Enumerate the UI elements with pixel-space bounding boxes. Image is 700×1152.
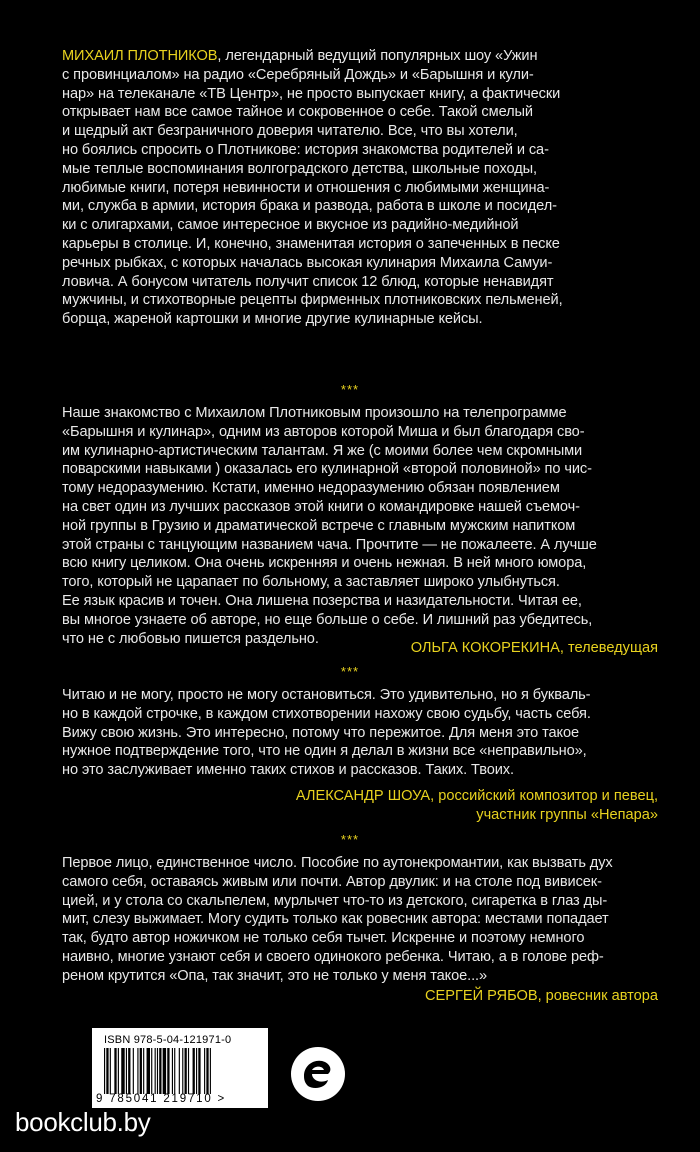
barcode-bar (133, 1048, 134, 1094)
intro-line: но боялись спросить о Плотникове: история знакомства родителей и са- (62, 141, 549, 158)
review-attribution (411, 639, 658, 658)
barcode-bar (106, 1048, 108, 1094)
intro-line: ки с олигархами, самое интересное и вкусное из радийно-медийной (62, 217, 519, 234)
review-line: Ее язык красив и точен. Она лишена позерства и назидательности. Читая ее, (62, 592, 582, 609)
review-line: но это заслуживает именно таких стихов и рассказов. Таких. Твоих. (62, 762, 514, 779)
review-line: цией, и у стола со скальпелем, мурлычет что-то из детского, сигаретка в глаз ды- (62, 892, 608, 909)
barcode-bar (151, 1048, 152, 1094)
review-paragraph (62, 854, 662, 986)
reviewer-role: , телеведущая (559, 640, 658, 656)
review-line: этой страны с танцующим названием чача. Прочтите — не пожалеете. А лучше (62, 536, 597, 553)
review-line: всю книгу целиком. Она очень искренняя и очень нежная. В ней много юмора, (62, 555, 587, 572)
barcode-bar (104, 1048, 105, 1094)
review-line: того, который не царапает по больному, а заставляет широко улыбнуться. (62, 574, 560, 591)
barcode-bar (143, 1048, 144, 1094)
intro-line: с провинциалом» на радио «Серебряный Дождь» и «Барышня и кули- (62, 66, 534, 83)
barcode-bars (104, 1048, 256, 1094)
barcode-bar (114, 1048, 116, 1094)
review-line: так, будто автор ножичком не только себя тычет. Искренне и поэтому немного (62, 930, 585, 947)
barcode-bar (182, 1048, 183, 1094)
separator-stars: *** (340, 832, 360, 847)
intro-line: карьеры в столице. И, конечно, знаменитая история о запеченных в песке (62, 235, 560, 252)
review-line: ной группы в Грузию и драматической встрече с главным мужским напитком (62, 517, 576, 534)
review-attribution (296, 787, 658, 825)
review-line: реном крутится «Опа, так значит, это не только у меня такое...» (62, 967, 488, 984)
intro-line: ловича. А бонусом читатель получит список 12 блюд, которые ненавидят (62, 273, 554, 290)
barcode-bar (188, 1048, 189, 1094)
intro-line: нар» на телеканале «ТВ Центр», не просто выпускает книгу, а фактически (62, 85, 561, 102)
barcode-bar (118, 1048, 119, 1094)
review-line: им кулинарно-артистическим талантам. Я же (с моими более чем скромными (62, 442, 583, 459)
review-line: вы многое узнаете об авторе, но еще больше о себе. И лишний раз убедитесь, (62, 611, 593, 628)
reviewer-role: , российский композитор и певец, (430, 788, 658, 804)
barcode-bar (121, 1048, 124, 1094)
review-line: мит, слезу выжимает. Могу судить только как ровесник автора: местами попадает (62, 911, 609, 928)
barcode-bar (210, 1048, 211, 1094)
watermark: bookclub.by (15, 1107, 151, 1137)
review-line: что не с любовью пишется раздельно. (62, 630, 319, 647)
review-line: наивно, многие узнают себя и своего одинокого ребенка. Читаю, а в голове реф- (62, 948, 604, 965)
barcode-bar (140, 1048, 142, 1094)
author-name: МИХАИЛ ПЛОТНИКОВ (62, 48, 218, 64)
eksmo-logo-icon (290, 1046, 346, 1102)
barcode-bar (163, 1048, 166, 1094)
barcode-bar (137, 1048, 138, 1094)
barcode-bar (198, 1048, 200, 1094)
review-attribution (425, 987, 658, 1006)
intro-paragraph (62, 47, 662, 329)
barcode-bar (204, 1048, 205, 1094)
barcode-bar (185, 1048, 187, 1094)
review-line: самого себя, оставаясь живым или почти. Автор двулик: и на столе под вивисек- (62, 873, 602, 890)
barcode-digits: 9 785041 219710 > (96, 1093, 227, 1105)
review-paragraph (62, 404, 662, 648)
intro-line: ми, служба в армии, история брака и развода, работа в школе и посидел- (62, 198, 557, 215)
intro-line: МИХАИЛ ПЛОТНИКОВ, легендарный ведущий популярных шоу «Ужин (62, 48, 538, 64)
barcode-bar (155, 1048, 156, 1094)
barcode (92, 1028, 268, 1108)
barcode-bar (126, 1048, 127, 1094)
review-line: «Барышня и кулинар», одним из авторов которой Миша и был благодаря сво- (62, 423, 585, 440)
barcode-bar (179, 1048, 180, 1094)
review-paragraph (62, 686, 662, 780)
review-line: тому недоразумению. Кстати, именно недоразумению обязан появлением (62, 480, 560, 497)
barcode-bar (206, 1048, 208, 1094)
intro-line: и щедрый акт безграничного доверия читателю. Все, что вы хотели, (62, 123, 518, 140)
review-line: Наше знакомство с Михаилом Плотниковым произошло на телепрограмме (62, 405, 567, 421)
intro-line: любимые книги, потеря невинности и отношения с любимыми женщина- (62, 179, 550, 196)
review-line: Вижу свою жизнь. Это интересно, потому что пережитое. Для меня это такое (62, 724, 579, 741)
barcode-bar (159, 1048, 161, 1094)
barcode-bar (167, 1048, 169, 1094)
barcode-bar (174, 1048, 175, 1094)
reviewer-name: СЕРГЕЙ РЯБОВ (424, 988, 538, 1004)
barcode-bar (193, 1048, 195, 1094)
barcode-bar (128, 1048, 130, 1094)
review-line: Читаю и не могу, просто не могу остановиться. Это удивительно, но я букваль- (62, 687, 591, 703)
review-line: на свет один из лучших рассказов этой книги о командировке нашей съемоч- (62, 498, 580, 515)
separator-stars: *** (340, 382, 360, 397)
isbn-label: ISBN 978-5-04-121971-0 (104, 1034, 232, 1046)
intro-line: речных рыбках, с которых началась высокая кулинария Михаила Самуи- (62, 254, 553, 271)
reviewer-role-2: участник группы «Непара» (476, 806, 658, 823)
reviewer-role: , ровесник автора (537, 988, 658, 1004)
review-line: поварскими навыками ) оказалась его кулинарной «второй половиной» по чис- (62, 461, 592, 478)
barcode-bar (172, 1048, 173, 1094)
separator-stars: *** (340, 664, 360, 679)
review-line: нужное подтверждение того, что не один я делал в жизни все «неправильно», (62, 743, 587, 760)
intro-line: борща, жареной картошки и многие другие кулинарные кейсы. (62, 311, 483, 328)
intro-line: открывает нам все самое тайное и сокровенное о себе. Такой смелый (62, 104, 533, 121)
reviewer-name: АЛЕКСАНДР ШОУА (295, 788, 431, 804)
review-line: но в каждой строчке, в каждом стихотворении нахожу свою судьбу, часть себя. (62, 705, 591, 722)
barcode-bar (157, 1048, 158, 1094)
intro-line: мужчины, и стихотворные рецепты фирменных плотниковских пельменей, (62, 292, 563, 309)
barcode-bar (196, 1048, 197, 1094)
intro-line: мые теплые воспоминания волгоградского детства, школьные походы, (62, 160, 537, 177)
barcode-bar (110, 1048, 111, 1094)
review-line: Первое лицо, единственное число. Пособие по аутонекромантии, как вызвать дух (62, 855, 613, 871)
reviewer-name: ОЛЬГА КОКОРЕКИНА (410, 640, 560, 656)
barcode-bar (147, 1048, 150, 1094)
